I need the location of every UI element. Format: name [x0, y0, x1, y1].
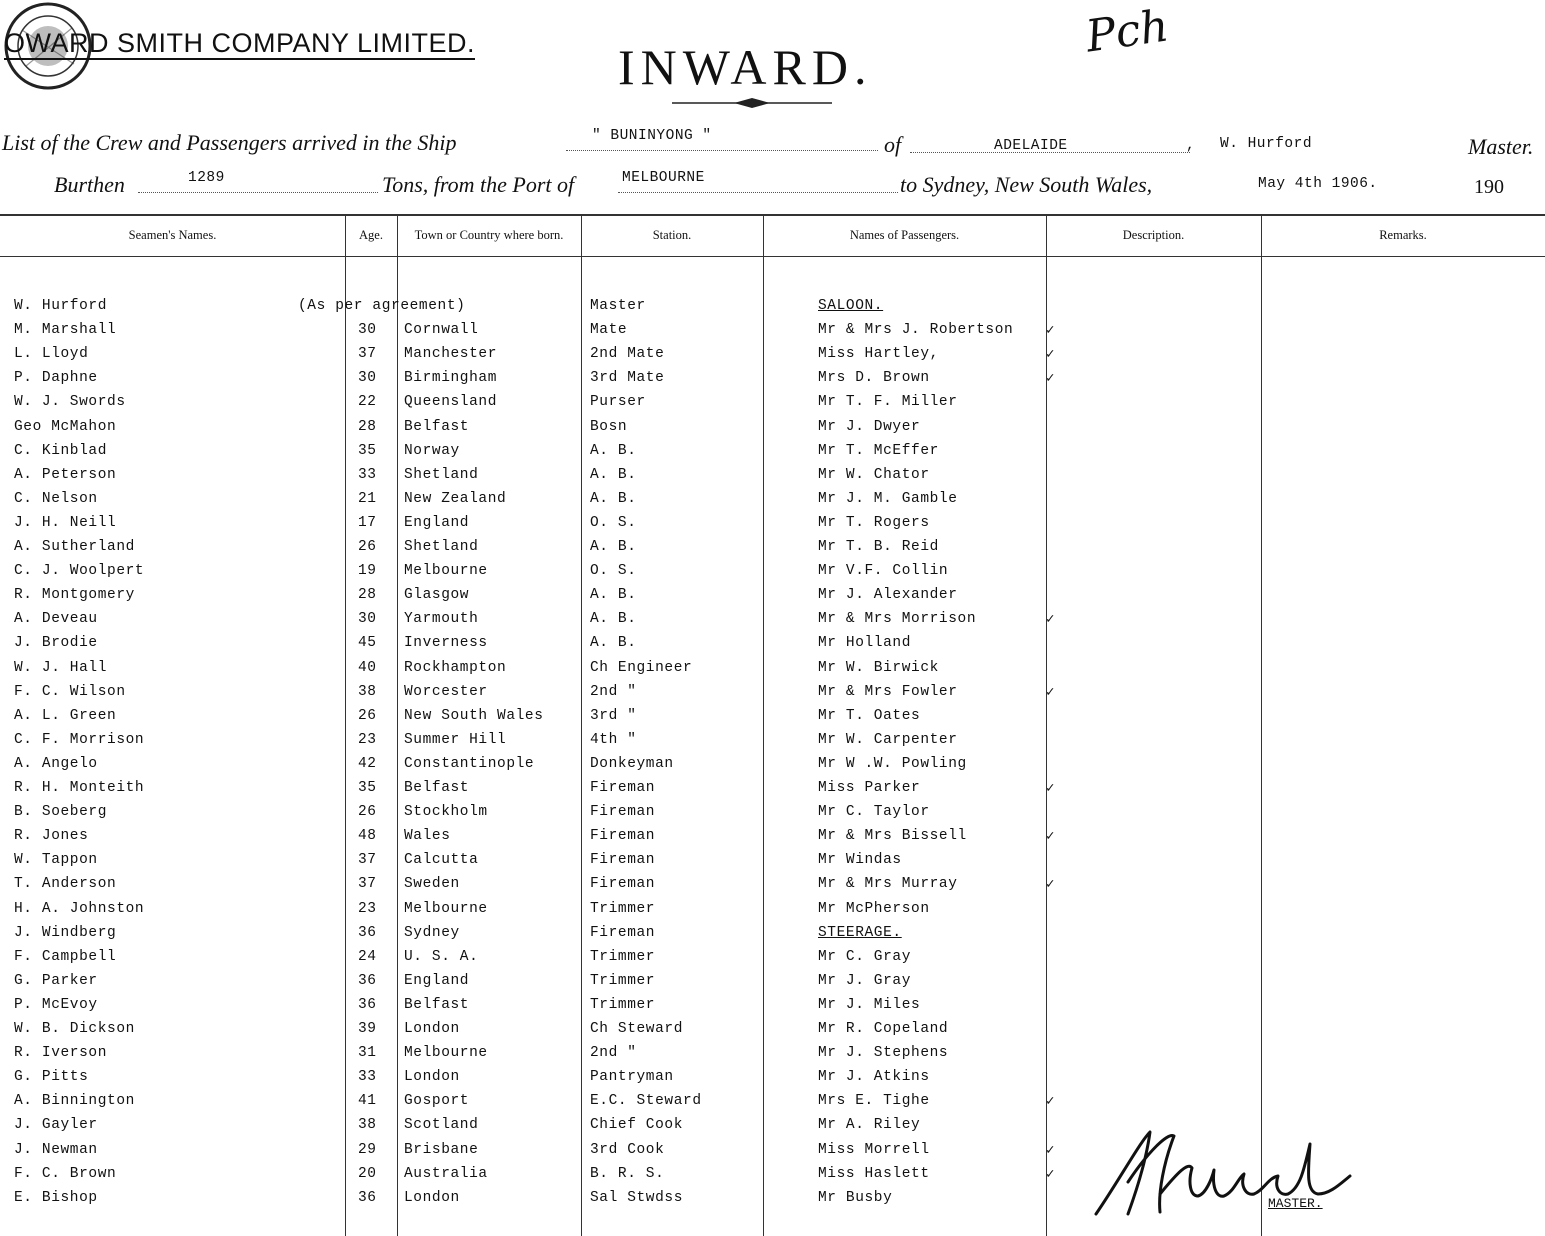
station: A. B.	[590, 490, 637, 507]
description-tick: ✓	[1046, 347, 1056, 364]
table-row	[0, 995, 1545, 1017]
age: 38	[358, 683, 377, 700]
age: 33	[358, 466, 377, 483]
birthplace: London	[404, 1021, 460, 1037]
passenger-name: Mr & Mrs Fowler	[818, 683, 958, 700]
table-row	[0, 561, 1545, 583]
description-tick: ✓	[1046, 877, 1056, 894]
description-tick: ✓	[1046, 1166, 1056, 1183]
age: 35	[358, 442, 377, 459]
seaman-name: C. Kinblad	[14, 442, 108, 459]
passenger-name: Mr C. Taylor	[818, 804, 930, 821]
age: 26	[358, 707, 377, 724]
birthplace: Cornwall	[404, 322, 479, 339]
station: 3rd Cook	[590, 1141, 665, 1158]
age: 38	[358, 1117, 377, 1134]
port-of-registry: ADELAIDE	[994, 138, 1068, 154]
passenger-name: Mr W. Chator	[818, 466, 930, 483]
age: 23	[358, 731, 377, 748]
age: 37	[358, 852, 377, 869]
passenger-name: Mr J. Miles	[818, 996, 921, 1013]
age: 45	[358, 635, 377, 652]
master-label: Master.	[1468, 134, 1534, 159]
birthplace: Stockholm	[404, 804, 488, 821]
col-seamen-names: Seamen's Names.	[128, 228, 217, 242]
birthplace: Shetland	[404, 539, 479, 555]
birthplace: London	[404, 1189, 460, 1206]
age: 33	[358, 1069, 377, 1086]
birthplace: Sydney	[404, 924, 460, 941]
passenger-name: SALOON.	[818, 298, 884, 314]
table-row	[0, 1067, 1545, 1089]
description-tick: ✓	[1046, 684, 1056, 701]
passenger-name: Mr & Mrs Morrison	[818, 611, 977, 628]
table-row	[0, 585, 1545, 607]
passenger-name: Mr & Mrs Murray	[818, 876, 958, 893]
birthplace: Shetland	[404, 466, 479, 483]
passenger-name: Mr C. Gray	[818, 948, 912, 965]
station: 3rd "	[590, 707, 637, 724]
table-row	[0, 778, 1545, 800]
passenger-name: Mr J. Alexander	[818, 587, 958, 604]
passenger-name: Mr Holland	[818, 635, 912, 652]
station: Sal Stwdss	[590, 1189, 684, 1206]
age: 42	[358, 755, 377, 772]
station: Fireman	[590, 876, 656, 893]
seaman-name: F. Campbell	[14, 948, 117, 965]
table-row	[0, 441, 1545, 463]
station: Trimmer	[590, 972, 656, 989]
station: Chief Cook	[590, 1117, 684, 1134]
birthplace: Gosport	[404, 1093, 470, 1110]
birthplace: Belfast	[404, 418, 470, 435]
description-tick: ✓	[1046, 1094, 1056, 1111]
station: O. S.	[590, 563, 637, 580]
header-line1-prefix: List of the Crew and Passengers arrived in the Ship	[2, 130, 457, 155]
passenger-name: Mr T. F. Miller	[818, 394, 958, 411]
birthplace: Manchester	[404, 346, 498, 363]
seaman-name: T. Anderson	[14, 876, 117, 893]
arrival-date: May 4th 1906.	[1258, 176, 1378, 192]
birthplace: Sweden	[404, 876, 460, 893]
age: 40	[358, 659, 377, 676]
signature-text	[1300, 1156, 1305, 1157]
station: A. B.	[590, 635, 637, 652]
seaman-name: R. Iverson	[14, 1045, 108, 1062]
station: A. B.	[590, 587, 637, 604]
col-age: Age.	[359, 228, 383, 242]
passenger-name: STEERAGE.	[818, 924, 902, 941]
birthplace: Birmingham	[404, 370, 498, 387]
table-row	[0, 417, 1545, 439]
seaman-name: A. Sutherland	[14, 539, 135, 555]
seaman-name: C. F. Morrison	[14, 731, 145, 748]
seaman-name: W. B. Dickson	[14, 1021, 135, 1037]
seaman-name: J. H. Neill	[14, 514, 117, 531]
description-tick: ✓	[1046, 323, 1056, 340]
birthplace: London	[404, 1069, 460, 1086]
table-row	[0, 682, 1545, 704]
table-row	[0, 633, 1545, 655]
table-row	[0, 1019, 1545, 1041]
description-tick: ✓	[1046, 829, 1056, 846]
initials-annotation: Pch	[1082, 0, 1172, 63]
seaman-name: R. H. Monteith	[14, 780, 145, 796]
table-row	[0, 1043, 1545, 1065]
birthplace: England	[404, 972, 470, 989]
station: Ch Engineer	[590, 659, 693, 676]
table-row	[0, 489, 1545, 511]
table-row	[0, 320, 1545, 342]
age: 22	[358, 394, 377, 411]
seaman-name: E. Bishop	[14, 1189, 98, 1206]
seaman-name: G. Parker	[14, 972, 98, 989]
table-row	[0, 609, 1545, 631]
birthplace: Inverness	[404, 635, 488, 652]
title-ornament	[672, 96, 832, 110]
passenger-name: Mr R. Copeland	[818, 1021, 949, 1037]
station: 2nd Mate	[590, 346, 665, 363]
table-row	[0, 658, 1545, 680]
birthplace: New South Wales	[404, 707, 544, 724]
year-label: 190	[1474, 176, 1504, 198]
seaman-name: G. Pitts	[14, 1069, 89, 1086]
station: Trimmer	[590, 900, 656, 917]
station: A. B.	[590, 442, 637, 459]
seaman-name: F. C. Wilson	[14, 683, 126, 700]
birthplace: Calcutta	[404, 852, 479, 869]
birthplace: Belfast	[404, 780, 470, 796]
seaman-name: B. Soeberg	[14, 804, 108, 821]
passenger-name: Mr J. Dwyer	[818, 418, 921, 435]
company-name: OWARD SMITH COMPANY LIMITED.	[4, 28, 476, 58]
age: 23	[358, 900, 377, 917]
station: Fireman	[590, 780, 656, 796]
description-tick: ✓	[1046, 1142, 1056, 1159]
birthplace: Melbourne	[404, 1045, 488, 1062]
seaman-name: A. Deveau	[14, 611, 98, 628]
station: Trimmer	[590, 996, 656, 1013]
passenger-name: Mr A. Riley	[818, 1117, 921, 1134]
birthplace: Belfast	[404, 996, 470, 1013]
age: 36	[358, 1189, 377, 1206]
passenger-name: Mr Busby	[818, 1189, 893, 1206]
of-label: of	[884, 132, 902, 157]
station: Pantryman	[590, 1069, 674, 1086]
table-row	[0, 465, 1545, 487]
station: Bosn	[590, 418, 628, 435]
age: 36	[358, 996, 377, 1013]
seaman-name: J. Gayler	[14, 1117, 98, 1134]
passenger-name: Mr T. Oates	[818, 707, 921, 724]
seaman-name: J. Windberg	[14, 924, 117, 941]
birthplace: Brisbane	[404, 1141, 479, 1158]
table-row	[0, 754, 1545, 776]
passenger-name: Mr & Mrs J. Robertson	[818, 322, 1014, 339]
birthplace: U. S. A.	[404, 948, 479, 965]
age: 48	[358, 828, 377, 845]
description-tick: ✓	[1046, 781, 1056, 797]
age: 24	[358, 948, 377, 965]
table-row	[0, 513, 1545, 535]
age: 35	[358, 780, 377, 796]
table-row	[0, 368, 1545, 390]
passenger-name: Mr W .W. Powling	[818, 755, 967, 772]
station: Fireman	[590, 804, 656, 821]
birthplace: Constantinople	[404, 755, 535, 772]
station: Purser	[590, 394, 646, 411]
table-row	[0, 730, 1545, 752]
birthplace: Rockhampton	[404, 659, 507, 676]
description-tick: ✓	[1046, 371, 1056, 388]
seaman-name: P. Daphne	[14, 370, 98, 387]
station: 3rd Mate	[590, 370, 665, 387]
birthplace: Glasgow	[404, 587, 470, 604]
document-title: INWARD.	[618, 39, 873, 95]
age: 26	[358, 804, 377, 821]
seaman-name: C. Nelson	[14, 490, 98, 507]
station: 2nd "	[590, 683, 637, 700]
passenger-name: Miss Morrell	[818, 1141, 930, 1158]
passenger-name: Miss Parker	[818, 780, 921, 796]
station: O. S.	[590, 514, 637, 531]
passenger-name: Mr Windas	[818, 852, 902, 869]
col-station: Station.	[652, 228, 692, 242]
passenger-name: Mr W. Carpenter	[818, 731, 958, 748]
passenger-name: Mr T. McEffer	[818, 442, 939, 459]
station: Master	[590, 298, 646, 314]
seaman-name: W. J. Hall	[14, 659, 108, 676]
age: 37	[358, 346, 377, 363]
seaman-name: A. Angelo	[14, 755, 98, 772]
table-row	[0, 392, 1545, 414]
tons-label: Tons, from the Port of	[382, 172, 575, 197]
table-row	[0, 971, 1545, 993]
birthplace: Norway	[404, 442, 460, 459]
passenger-name: Mr J. Gray	[818, 972, 912, 989]
col-remarks: Remarks.	[1379, 228, 1427, 242]
passenger-name: Mrs E. Tighe	[818, 1093, 930, 1110]
from-port: MELBOURNE	[622, 170, 705, 186]
table-row	[0, 947, 1545, 969]
age: 41	[358, 1093, 377, 1110]
passenger-name: Mr McPherson	[818, 900, 930, 917]
ship-name: " BUNINYONG "	[592, 128, 712, 144]
seaman-name: H. A. Johnston	[14, 900, 145, 917]
station: Fireman	[590, 924, 656, 941]
birthplace: New Zealand	[404, 490, 507, 507]
description-tick: ✓	[1046, 612, 1056, 629]
table-row	[0, 1091, 1545, 1113]
station: Donkeyman	[590, 755, 674, 772]
birthplace: Worcester	[404, 683, 488, 700]
age: 26	[358, 539, 377, 555]
station: E.C. Steward	[590, 1093, 702, 1110]
birthplace: Wales	[404, 828, 451, 845]
birthplace: Summer Hill	[404, 731, 507, 748]
burthen-value: 1289	[188, 170, 225, 186]
seaman-name: A. Binnington	[14, 1093, 135, 1110]
passenger-name: Mr & Mrs Bissell	[818, 828, 967, 845]
table-row	[0, 537, 1545, 559]
age: 30	[358, 322, 377, 339]
passenger-name: Miss Haslett	[818, 1165, 930, 1182]
passenger-name: Miss Hartley,	[818, 346, 939, 363]
passenger-name: Mr J. Atkins	[818, 1069, 930, 1086]
station: A. B.	[590, 466, 637, 483]
seaman-name: Geo McMahon	[14, 418, 117, 435]
seaman-name: W. Tappon	[14, 852, 98, 869]
station: Fireman	[590, 828, 656, 845]
birthplace: Melbourne	[404, 900, 488, 917]
signature-master-label: MASTER.	[1268, 1196, 1323, 1211]
seaman-name: J. Newman	[14, 1141, 98, 1158]
age: 31	[358, 1045, 377, 1062]
age: 30	[358, 611, 377, 628]
passenger-name: Mr W. Birwick	[818, 659, 939, 676]
age: 17	[358, 514, 377, 531]
table-row	[0, 706, 1545, 728]
seaman-name: M. Marshall	[14, 322, 117, 339]
birthplace: Scotland	[404, 1117, 479, 1134]
seaman-name: P. McEvoy	[14, 996, 98, 1013]
station: 2nd "	[590, 1045, 637, 1062]
station: 4th "	[590, 731, 637, 748]
station: Ch Steward	[590, 1021, 684, 1037]
age: 29	[358, 1141, 377, 1158]
station: A. B.	[590, 611, 637, 628]
passenger-name: Mr T. B. Reid	[818, 539, 939, 555]
passenger-name: Mr J. M. Gamble	[818, 490, 958, 507]
table-row	[0, 899, 1545, 921]
col-passengers: Names of Passengers.	[849, 228, 960, 242]
table-row	[0, 874, 1545, 896]
passenger-name: Mr V.F. Collin	[818, 563, 949, 580]
col-description: Description.	[1122, 228, 1185, 242]
master-name: W. Hurford	[1220, 136, 1313, 152]
seaman-name: C. J. Woolpert	[14, 563, 145, 580]
table-row	[0, 802, 1545, 824]
seaman-name: R. Montgomery	[14, 587, 135, 604]
table-row	[0, 344, 1545, 366]
seaman-name: R. Jones	[14, 828, 89, 845]
age: 28	[358, 418, 377, 435]
passenger-name: Mr J. Stephens	[818, 1045, 949, 1062]
seaman-name: W. Hurford	[14, 298, 108, 314]
col-town: Town or Country where born.	[414, 228, 564, 242]
birthplace: Queensland	[404, 394, 498, 411]
table-row	[0, 850, 1545, 872]
birthplace: England	[404, 514, 470, 531]
station: Fireman	[590, 852, 656, 869]
passenger-name: Mrs D. Brown	[818, 370, 930, 387]
age: 30	[358, 370, 377, 387]
age: 36	[358, 924, 377, 941]
table-row	[0, 923, 1545, 945]
seaman-name: A. L. Green	[14, 707, 117, 724]
station: Mate	[590, 322, 628, 339]
age: 39	[358, 1021, 377, 1037]
age: 19	[358, 563, 377, 580]
birthplace: Yarmouth	[404, 611, 479, 628]
to-label: to Sydney, New South Wales,	[900, 172, 1153, 197]
birthplace: (As per agreement)	[298, 298, 466, 314]
table-row	[0, 296, 1545, 318]
seaman-name: F. C. Brown	[14, 1165, 117, 1182]
seaman-name: W. J. Swords	[14, 394, 126, 411]
birthplace: Australia	[404, 1165, 488, 1182]
age: 21	[358, 490, 377, 507]
seaman-name: L. Lloyd	[14, 346, 89, 363]
age: 28	[358, 587, 377, 604]
station: A. B.	[590, 539, 637, 555]
burthen-label: Burthen	[54, 172, 125, 197]
station: B. R. S.	[590, 1165, 665, 1182]
birthplace: Melbourne	[404, 563, 488, 580]
table-row	[0, 826, 1545, 848]
age: 36	[358, 972, 377, 989]
station: Trimmer	[590, 948, 656, 965]
age: 20	[358, 1165, 377, 1182]
passenger-name: Mr T. Rogers	[818, 514, 930, 531]
age: 37	[358, 876, 377, 893]
seaman-name: A. Peterson	[14, 466, 117, 483]
seaman-name: J. Brodie	[14, 635, 98, 652]
